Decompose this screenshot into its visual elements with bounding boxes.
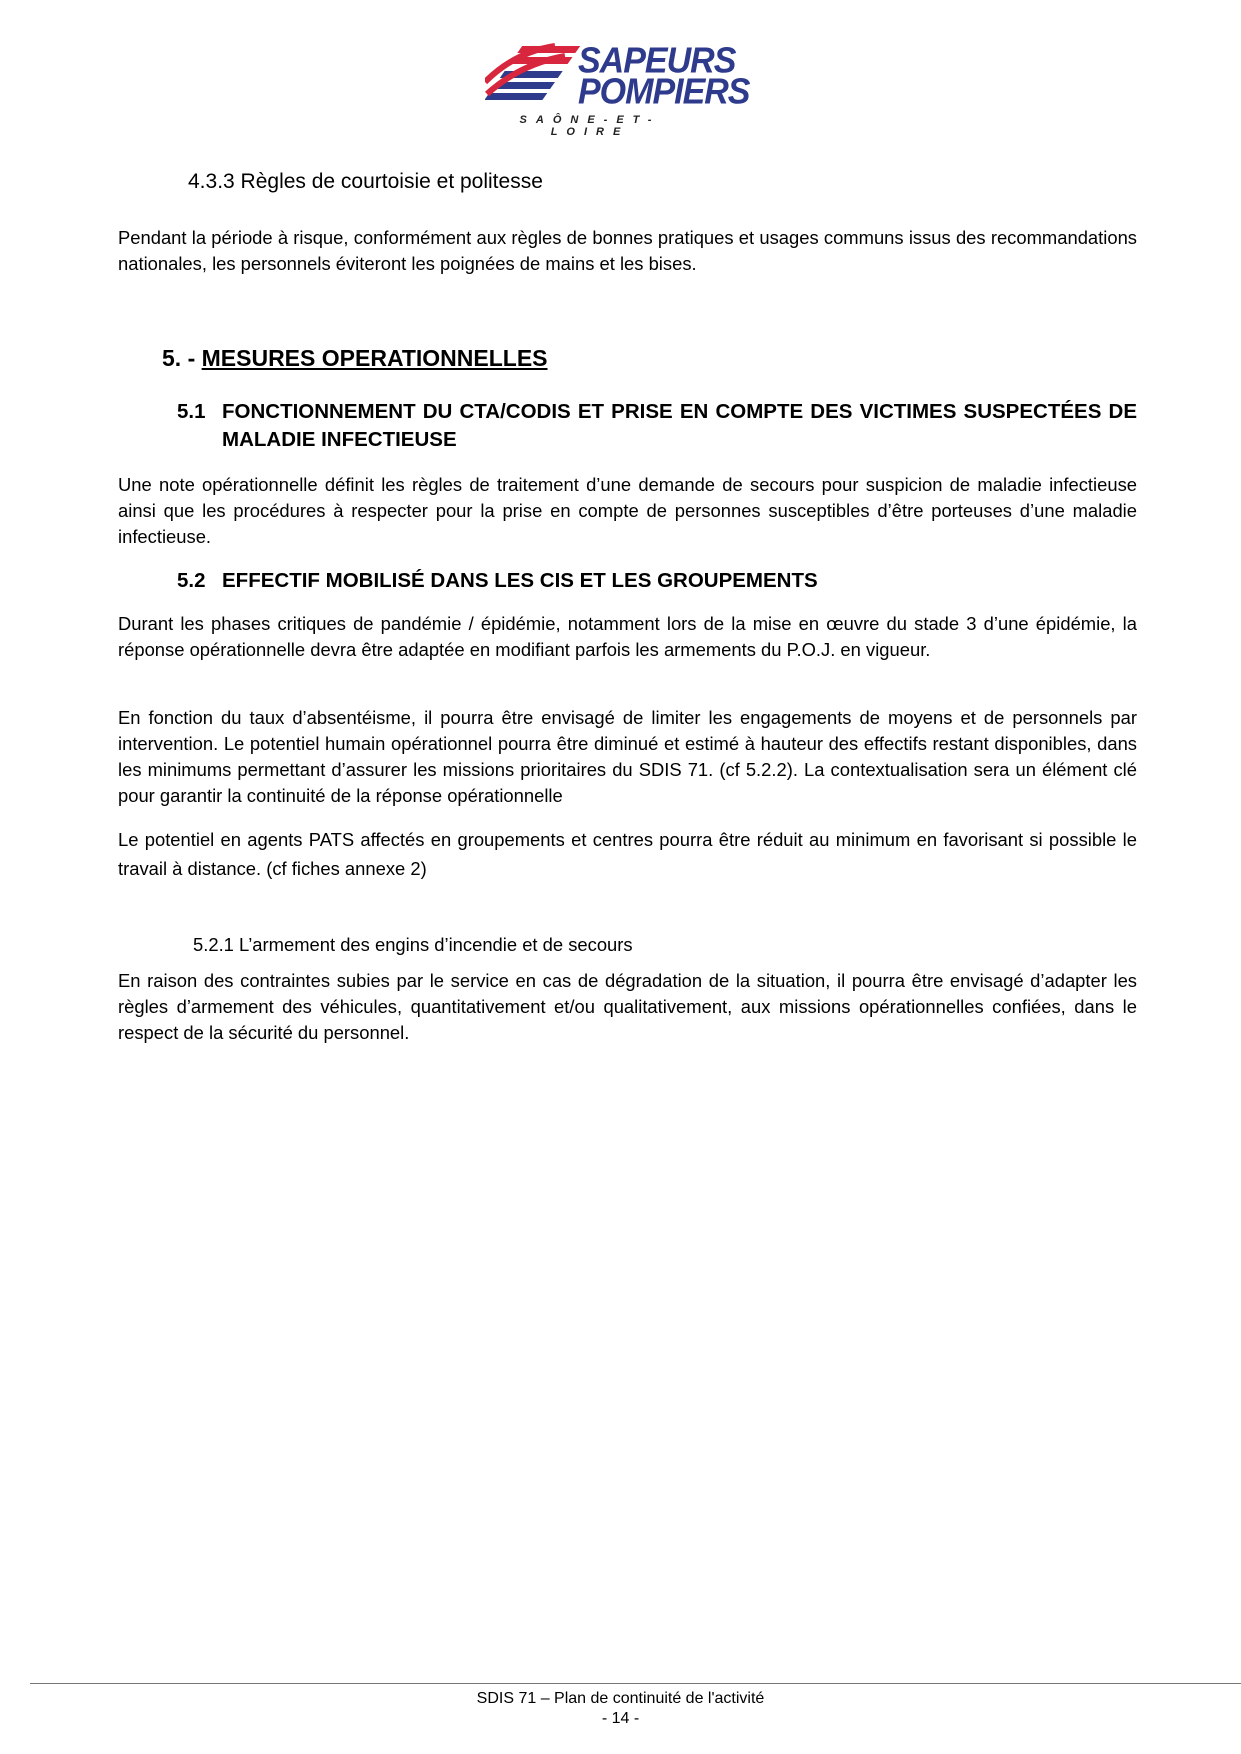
footer-divider xyxy=(30,1683,1241,1684)
section-4-3-3-heading: 4.3.3 Règles de courtoisie et politesse xyxy=(188,170,543,193)
section-5-heading xyxy=(162,345,1062,372)
section-5-2-paragraph-2: En fonction du taux d’absentéisme, il pourra être envisagé de limiter les engagements de moyens et de personnels par intervention. Le potentiel humain opérationnel pourra être diminué et estimé à hauteur des effectifs restant disponibles, dans les minimums permettant d’assurer les missions prioritaires du SDIS 71. (cf 5.2.2). La contextualisation sera un élément clé pour garantir la continuité de la réponse opérationnelle xyxy=(118,707,1137,806)
footer-page-number: - 14 - xyxy=(601,1710,640,1727)
logo-text-saone-et-loire: SAÔNE-ET-LOIRE xyxy=(519,114,661,138)
logo-text-sapeurs: SAPEURS xyxy=(578,41,736,81)
section-4-3-3-paragraph: Pendant la période à risque, conformément aux règles de bonnes pratiques et usages communs issus des recommandations nationales, les personnels éviteront les poignées de mains et les bises. xyxy=(118,227,1137,274)
footer-title: SDIS 71 – Plan de continuité de l'activité xyxy=(476,1690,765,1707)
section-5-2-paragraph-3: Le potentiel en agents PATS affectés en groupements et centres pourra être réduit au minimum en favorisant si possible le travail à distance. (cf fiches annexe 2) xyxy=(118,829,1137,879)
section-5-2-heading xyxy=(177,567,1137,595)
logo-text-pompiers: POMPIERS xyxy=(578,72,750,112)
section-5-2-number: 5.2 xyxy=(177,569,206,592)
section-5-1-heading xyxy=(177,398,1137,454)
logo-stripes-icon xyxy=(485,42,590,104)
section-5-2-1-heading: 5.2.1 L’armement des engins d’incendie et de secours xyxy=(193,934,633,955)
section-5-2-paragraph-1: Durant les phases critiques de pandémie / épidémie, notamment lors de la mise en œuvre du stade 3 d’une épidémie, la réponse opérationnelle devra être adaptée en modifiant parfois les armements du P.O.J. en vigueur. xyxy=(118,613,1137,660)
section-5-prefix: 5. - xyxy=(162,345,202,371)
sdis-logo xyxy=(485,41,750,138)
section-5-1-paragraph: Une note opérationnelle définit les règles de traitement d’une demande de secours pour suspicion de maladie infectieuse ainsi que les procédures à respecter pour la prise en compte de personnes susceptibles d’être porteuses d’une maladie infectieuse. xyxy=(118,474,1137,547)
section-5-2-title: EFFECTIF MOBILISÉ DANS LES CIS ET LES GROUPEMENTS xyxy=(222,569,818,592)
section-5-1-title: FONCTIONNEMENT DU CTA/CODIS ET PRISE EN COMPTE DES VICTIMES SUSPECTÉES DE MALADIE INFECTIEUSE xyxy=(222,400,1137,451)
section-5-1-number: 5.1 xyxy=(177,400,206,423)
section-5-title: MESURES OPERATIONNELLES xyxy=(201,345,548,371)
section-5-2-1-paragraph: En raison des contraintes subies par le service en cas de dégradation de la situation, il pourra être envisagé d’adapter les règles d’armement des véhicules, quantitativement et/ou qualitativement, aux missions opérationnelles confiées, dans le respect de la sécurité du personnel. xyxy=(118,970,1137,1043)
